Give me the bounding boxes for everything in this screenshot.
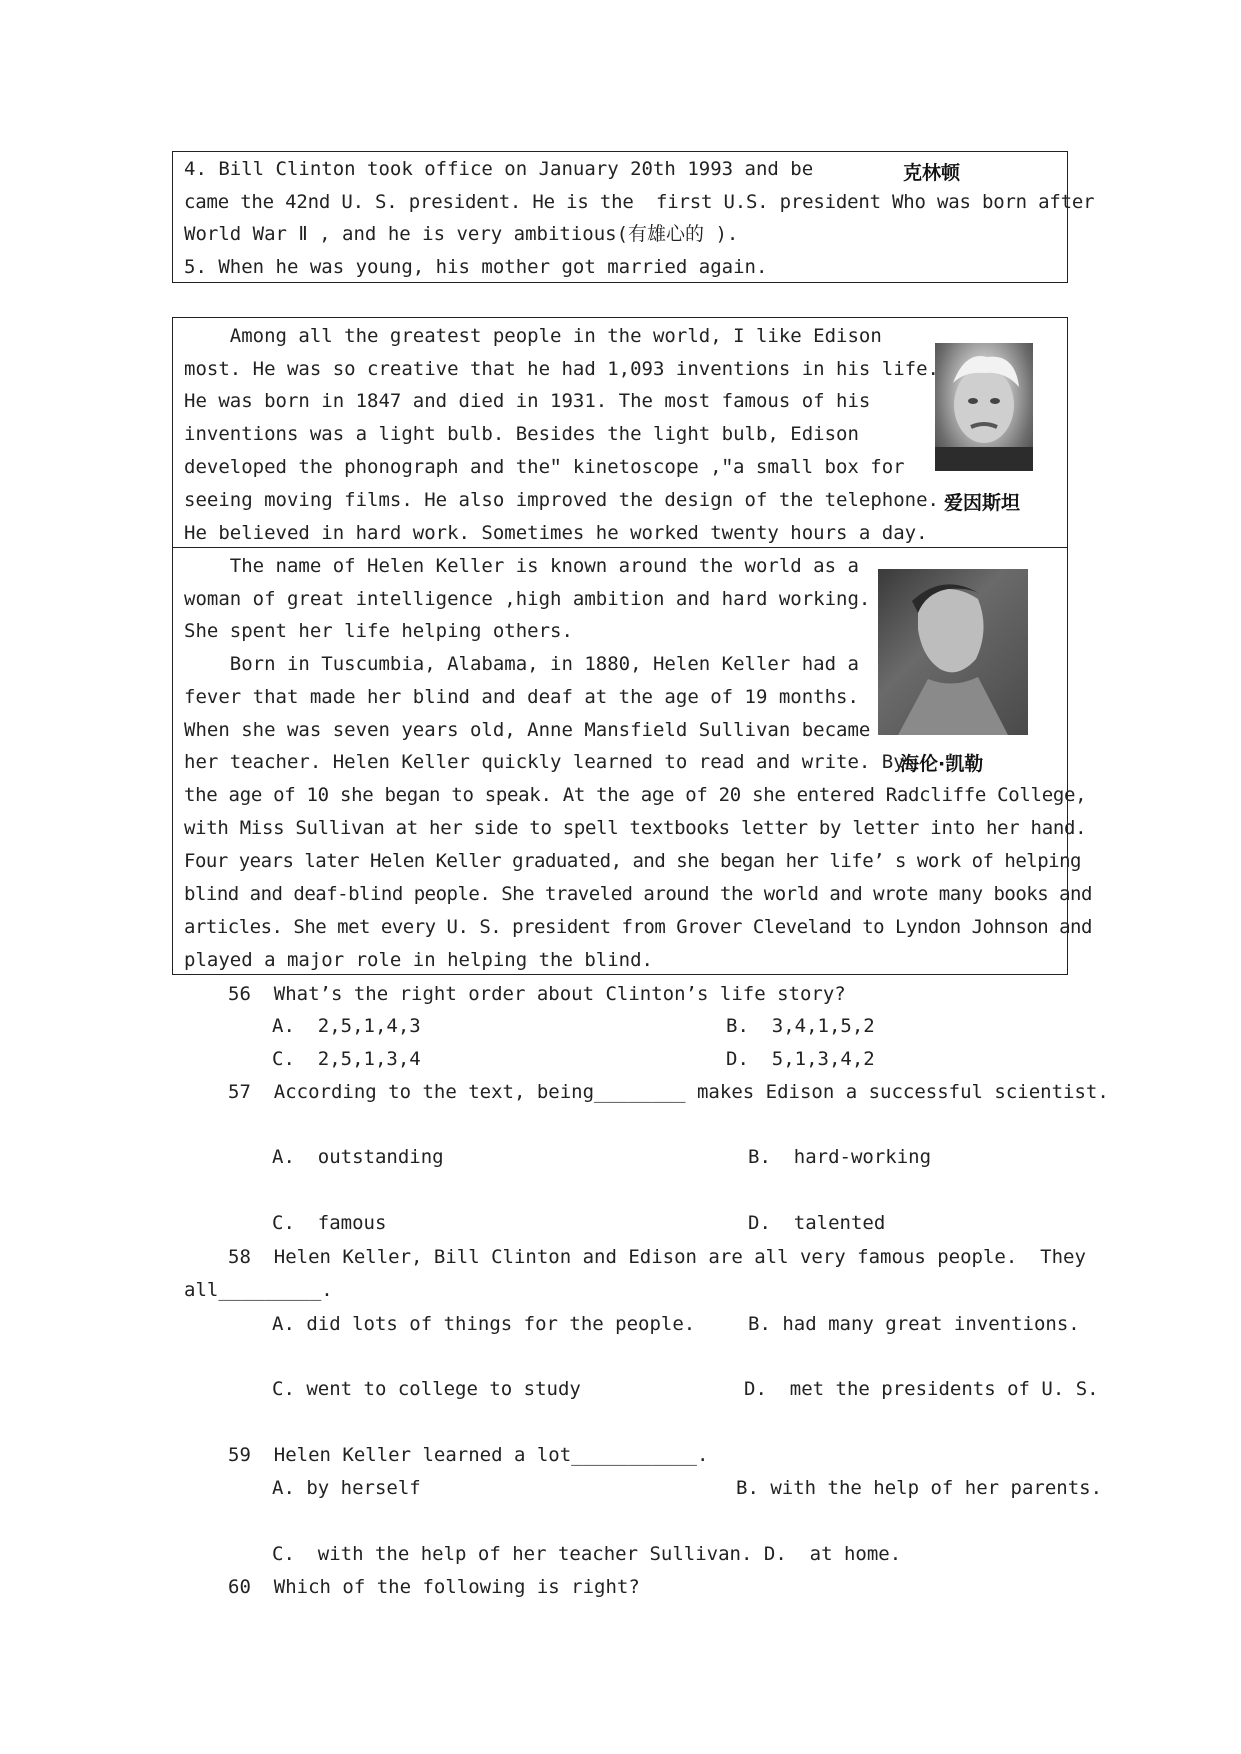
- keller-line-7: her teacher. Helen Keller quickly learned to read and write. By: [184, 751, 905, 773]
- q58-stem-line-1: 58 Helen Keller, Bill Clinton and Edison are all very famous people. They: [228, 1246, 1086, 1268]
- q58-option-c: C. went to college to study: [272, 1378, 581, 1400]
- q57-option-c: C. famous: [272, 1212, 387, 1234]
- q58-option-a: A. did lots of things for the people.: [272, 1313, 696, 1335]
- edison-line-5: developed the phonograph and theʺ kinetoscope ,ʺa small box for: [184, 456, 905, 478]
- q57-option-b: B. hard-working: [748, 1146, 932, 1168]
- keller-portrait-icon: [878, 569, 1028, 735]
- q56-option-d: D. 5,1,3,4,2: [726, 1048, 875, 1070]
- q60-stem: 60 Which of the following is right?: [228, 1576, 640, 1598]
- clinton-caption: 克林顿: [903, 162, 961, 184]
- edison-line-3: He was born in 1847 and died in 1931. The most famous of his: [184, 390, 871, 412]
- keller-line-8: the age of 10 she began to speak. At the age of 20 she entered Radcliffe College,: [184, 784, 1087, 806]
- keller-caption: 海伦·凯勒: [900, 753, 984, 775]
- edison-line-2: most. He was so creative that he had 1,093 inventions in his life.: [184, 358, 939, 380]
- q57-stem: 57 According to the text, being________ makes Edison a successful scientist.: [228, 1081, 1109, 1103]
- keller-line-4: Born in Tuscumbia, Alabama, in 1880, Helen Keller had a: [184, 653, 859, 675]
- clinton-line-1: 4. Bill Clinton took office on January 20th 1993 and be: [184, 158, 814, 180]
- q59-option-cd: C. with the help of her teacher Sullivan. D. at home.: [272, 1543, 902, 1565]
- q59-stem: 59 Helen Keller learned a lot___________.: [228, 1444, 709, 1466]
- keller-line-13: played a major role in helping the blind.: [184, 949, 653, 971]
- clinton-line-4: 5. When he was young, his mother got married again.: [184, 256, 768, 278]
- keller-photo: [878, 569, 1028, 735]
- edison-line-4: inventions was a light bulb. Besides the light bulb, Edison: [184, 423, 859, 445]
- keller-line-11: blind and deaf-blind people. She traveled around the world and wrote many books and: [184, 883, 1092, 905]
- keller-line-9: with Miss Sullivan at her side to spell textbooks letter by letter into her hand.: [184, 817, 1087, 839]
- keller-line-1: The name of Helen Keller is known around the world as a: [184, 555, 859, 577]
- keller-line-5: fever that made her blind and deaf at the age of 19 months.: [184, 686, 859, 708]
- q58-option-b: B. had many great inventions.: [748, 1313, 1080, 1335]
- edison-line-6: seeing moving films. He also improved the design of the telephone.: [184, 489, 939, 511]
- q56-stem: 56 What’s the right order about Clinton’s life story?: [228, 983, 846, 1005]
- keller-line-2: woman of great intelligence ,high ambition and hard working.: [184, 588, 871, 610]
- q56-option-b: B. 3,4,1,5,2: [726, 1015, 875, 1037]
- edison-line-1: Among all the greatest people in the world, I like Edison: [184, 325, 882, 347]
- clinton-line-2: came the 42nd U. S. president. He is the first U.S. president Who was born after: [184, 191, 1095, 213]
- keller-line-6: When she was seven years old, Anne Mansfield Sullivan became: [184, 719, 871, 741]
- q57-option-a: A. outstanding: [272, 1146, 444, 1168]
- edison-line-7: He believed in hard work. Sometimes he worked twenty hours a day.: [184, 522, 928, 544]
- q59-option-b: B. with the help of her parents.: [736, 1477, 1103, 1499]
- edison-caption: 爱因斯坦: [944, 492, 1021, 514]
- q57-option-d: D. talented: [748, 1212, 886, 1234]
- q58-option-d: D. met the presidents of U. S.: [744, 1378, 1099, 1400]
- q56-option-c: C. 2,5,1,3,4: [272, 1048, 421, 1070]
- q59-option-a: A. by herself: [272, 1477, 421, 1499]
- einstein-portrait-icon: [935, 343, 1033, 471]
- keller-line-3: She spent her life helping others.: [184, 620, 573, 642]
- clinton-line-3: World War Ⅱ , and he is very ambitious(有雄心的 ).: [184, 223, 739, 245]
- keller-line-12: articles. She met every U. S. president from Grover Cleveland to Lyndon Johnson and: [184, 916, 1092, 938]
- q56-option-a: A. 2,5,1,4,3: [272, 1015, 421, 1037]
- einstein-photo: [935, 343, 1033, 471]
- keller-line-10: Four years later Helen Keller graduated, and she began her life’ s work of helping: [184, 850, 1081, 872]
- q58-stem-line-2: all_________.: [184, 1279, 333, 1301]
